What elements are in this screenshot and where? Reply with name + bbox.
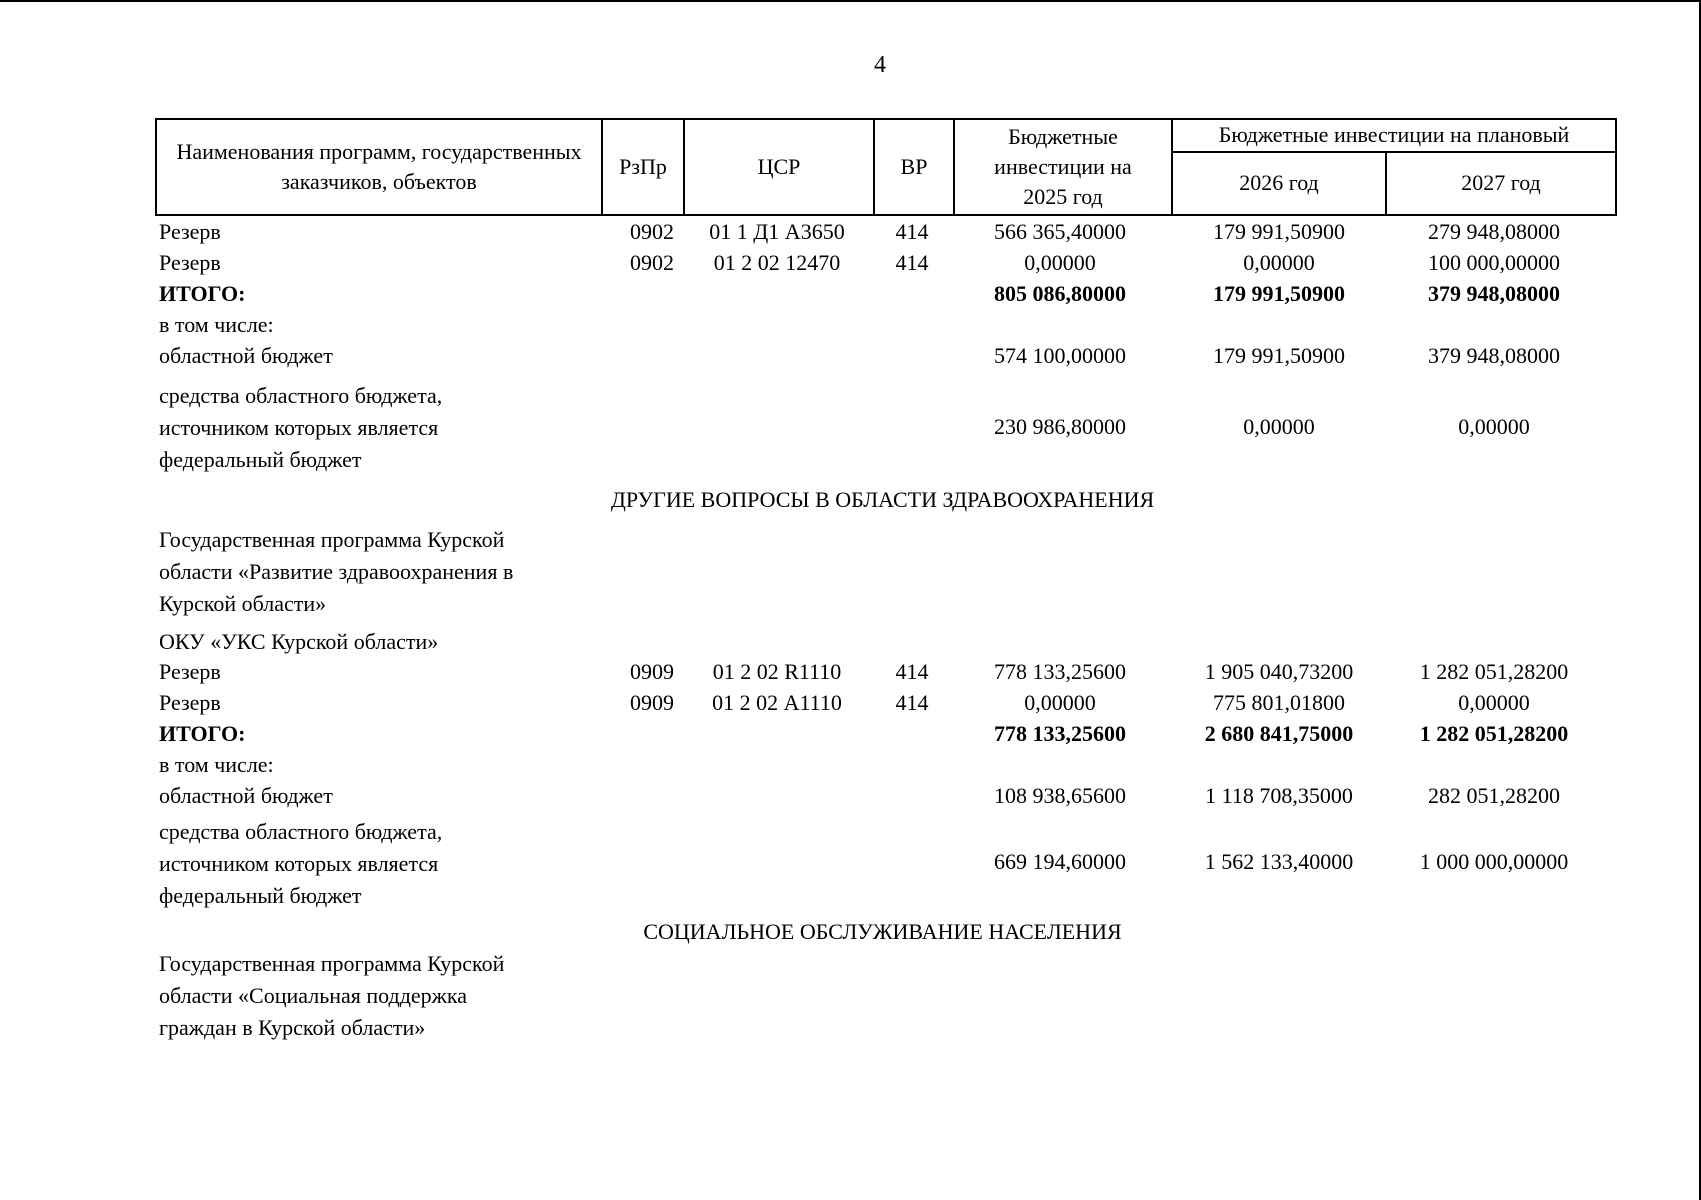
row-rzpr: 0909 <box>630 659 674 684</box>
table-row <box>0 216 1701 247</box>
federal-label-line: федеральный бюджет <box>159 883 362 908</box>
section-title: СОЦИАЛЬНОЕ ОБСЛУЖИВАНИЕ НАСЕЛЕНИЯ <box>643 919 1122 944</box>
federal-value-2027: 0,00000 <box>1458 414 1530 439</box>
row-value-2025: 566 365,40000 <box>994 219 1126 244</box>
row-rzpr: 0902 <box>630 219 674 244</box>
total-value-2025: 805 086,80000 <box>994 281 1126 306</box>
federal-value-2025: 230 986,80000 <box>994 414 1126 439</box>
regional-value-2026: 179 991,50900 <box>1213 343 1345 368</box>
row-vr: 414 <box>895 659 929 684</box>
federal-value-2026: 0,00000 <box>1243 414 1315 439</box>
program-name <box>159 524 513 620</box>
row-rzpr: 0902 <box>630 250 674 275</box>
federal-source-row <box>0 411 1701 442</box>
program-name-line: Курской области» <box>159 591 327 616</box>
including-label: в том числе: <box>159 752 274 777</box>
total-value-2026: 2 680 841,75000 <box>1204 721 1354 746</box>
table-row <box>0 656 1701 687</box>
federal-value-2027: 1 000 000,00000 <box>1419 849 1569 874</box>
total-row <box>0 718 1701 749</box>
federal-label-line: источником которых является <box>159 415 439 440</box>
regional-value-2025: 108 938,65600 <box>994 783 1126 808</box>
table-header <box>155 118 1617 216</box>
row-value-2025: 0,00000 <box>1024 250 1096 275</box>
row-value-2027: 0,00000 <box>1458 690 1530 715</box>
table-row <box>0 247 1701 278</box>
header-vr: ВР <box>874 119 954 215</box>
header-inv-2025: Бюджетные инвестиции на 2025 год <box>954 119 1172 215</box>
row-csr: 01 2 02 R1110 <box>712 659 842 684</box>
row-value-2027: 279 948,08000 <box>1428 219 1560 244</box>
federal-source-row <box>0 846 1701 877</box>
page-frame-top <box>0 0 1701 2</box>
customer-name: ОКУ «УКС Курской области» <box>159 629 439 654</box>
row-rzpr: 0909 <box>630 690 674 715</box>
row-name: Резерв <box>159 659 221 684</box>
customer-row <box>0 626 1701 657</box>
regional-value-2027: 379 948,08000 <box>1428 343 1560 368</box>
regional-budget-label: областной бюджет <box>159 783 333 808</box>
regional-budget-row <box>0 780 1701 811</box>
federal-value-2025: 669 194,60000 <box>994 849 1126 874</box>
header-2026: 2026 год <box>1172 152 1386 215</box>
row-value-2026: 775 801,01800 <box>1213 690 1345 715</box>
row-csr: 01 2 02 12470 <box>713 250 841 275</box>
row-name: Резерв <box>159 250 221 275</box>
regional-value-2026: 1 118 708,35000 <box>1205 783 1353 808</box>
regional-value-2027: 282 051,28200 <box>1428 783 1560 808</box>
header-rzpr: РзПр <box>602 119 684 215</box>
federal-label-line: федеральный бюджет <box>159 447 362 472</box>
regional-value-2025: 574 100,00000 <box>994 343 1126 368</box>
row-name: Резерв <box>159 219 221 244</box>
row-vr: 414 <box>895 690 929 715</box>
row-value-2025: 778 133,25600 <box>994 659 1126 684</box>
including-row <box>0 749 1701 780</box>
total-value-2027: 379 948,08000 <box>1428 281 1560 306</box>
program-name <box>159 948 504 1044</box>
total-row <box>0 278 1701 309</box>
row-name: Резерв <box>159 690 221 715</box>
program-name-line: области «Развитие здравоохранения в <box>159 559 514 584</box>
total-label: ИТОГО: <box>159 721 246 746</box>
section-title: ДРУГИЕ ВОПРОСЫ В ОБЛАСТИ ЗДРАВООХРАНЕНИЯ <box>610 487 1155 512</box>
federal-label-line: средства областного бюджета, <box>159 383 443 408</box>
including-row <box>0 309 1701 340</box>
page-number: 4 <box>874 52 886 78</box>
row-value-2027: 1 282 051,28200 <box>1419 659 1569 684</box>
row-value-2025: 0,00000 <box>1024 690 1096 715</box>
total-value-2027: 1 282 051,28200 <box>1419 721 1569 746</box>
row-value-2026: 0,00000 <box>1243 250 1315 275</box>
federal-label-line: источником которых является <box>159 851 439 876</box>
row-value-2027: 100 000,00000 <box>1428 250 1560 275</box>
program-name-line: Государственная программа Курской <box>159 527 505 552</box>
header-name: Наименования программ, государственных заказчиков, объектов <box>156 119 602 215</box>
regional-budget-row <box>0 340 1701 371</box>
header-2027: 2027 год <box>1386 152 1616 215</box>
total-value-2026: 179 991,50900 <box>1213 281 1345 306</box>
row-vr: 414 <box>895 219 929 244</box>
row-vr: 414 <box>895 250 929 275</box>
program-name-line: граждан в Курской области» <box>159 1015 426 1040</box>
program-name-line: Государственная программа Курской <box>159 951 505 976</box>
regional-budget-label: областной бюджет <box>159 343 333 368</box>
total-label: ИТОГО: <box>159 281 246 306</box>
header-csr: ЦСР <box>684 119 874 215</box>
total-value-2025: 778 133,25600 <box>994 721 1126 746</box>
header-planned: Бюджетные инвестиции на плановый <box>1172 119 1616 152</box>
including-label: в том числе: <box>159 312 274 337</box>
row-value-2026: 1 905 040,73200 <box>1204 659 1354 684</box>
program-name-line: области «Социальная поддержка <box>159 983 467 1008</box>
federal-value-2026: 1 562 133,40000 <box>1204 849 1354 874</box>
row-csr: 01 2 02 А1110 <box>712 690 842 715</box>
table-row <box>0 687 1701 718</box>
row-value-2026: 179 991,50900 <box>1213 219 1345 244</box>
federal-label-line: средства областного бюджета, <box>159 819 443 844</box>
row-csr: 01 1 Д1 А3650 <box>709 219 845 244</box>
